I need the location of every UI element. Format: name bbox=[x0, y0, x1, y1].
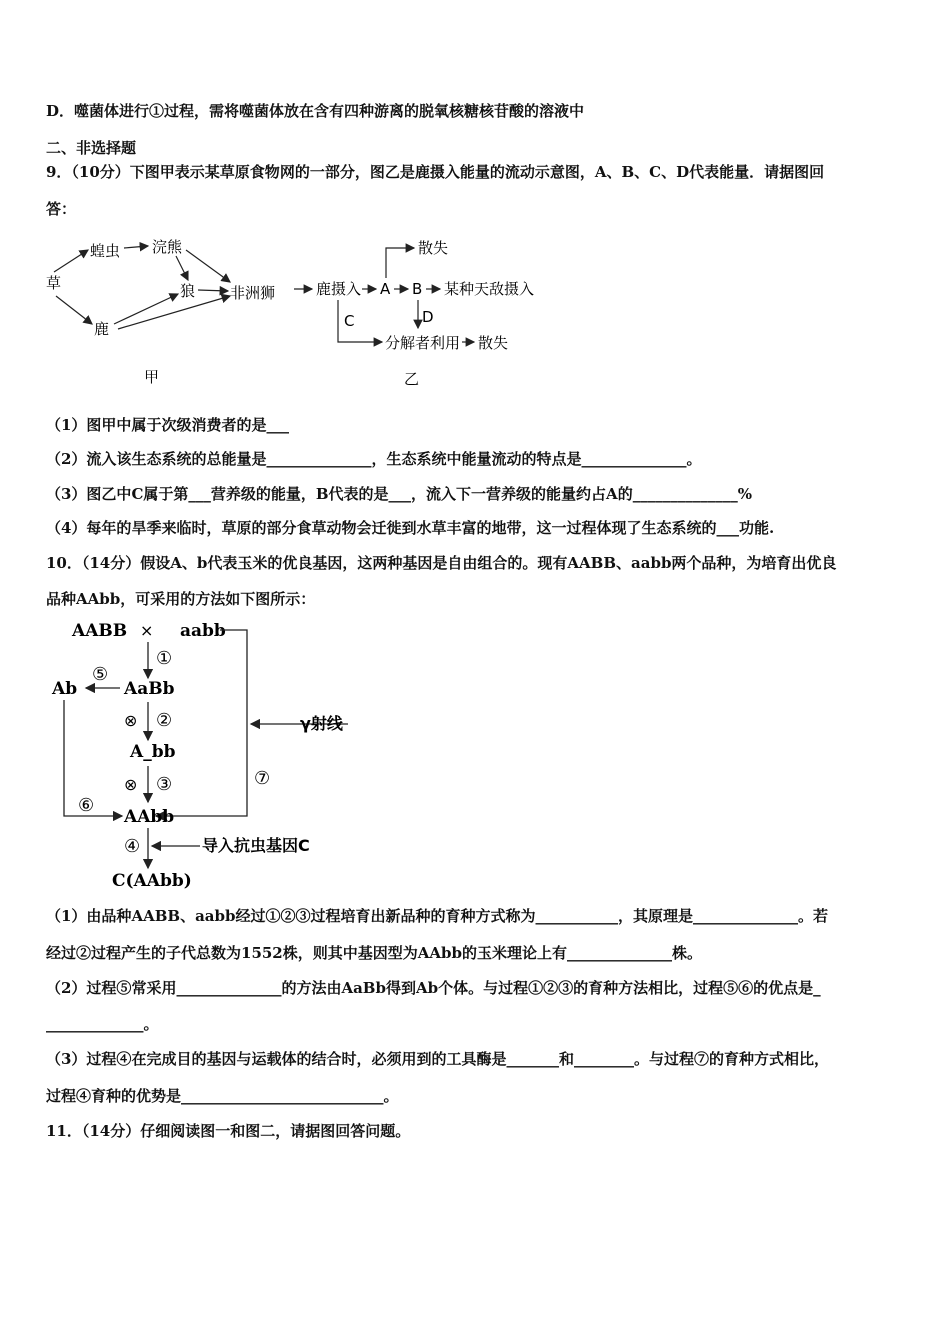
ef-loss-top: 散失 bbox=[418, 239, 449, 257]
br-step2: ② bbox=[156, 710, 173, 731]
q10-stem-2: 品种AAbb，可采用的方法如下图所示： bbox=[46, 590, 316, 608]
br-p2: aabb bbox=[180, 621, 226, 641]
br-selfing-2: ⊗ bbox=[124, 711, 138, 730]
ef-d: D bbox=[422, 308, 434, 326]
q9-2: （2）流入该生态系统的总能量是______________，生态系统中能量流动的特点是______________。 bbox=[46, 450, 702, 468]
fw-bear: 浣熊 bbox=[152, 238, 183, 256]
fw-arrow-grass-locust bbox=[54, 250, 88, 272]
q10-2b: _____________。 bbox=[46, 1015, 159, 1033]
q9-3: （3）图乙中C属于第___营养级的能量，B代表的是___，流入下一营养级的能量约占A的______________% bbox=[46, 485, 752, 503]
fw-arrow-deer-lion bbox=[118, 296, 230, 329]
br-step7: ⑦ bbox=[254, 768, 271, 789]
br-import-gene: 导入抗虫基因C bbox=[202, 836, 310, 855]
q10-2a: （2）过程⑤常采用______________的方法由AaBb得到Ab个体。与过程①②③的育种方法相比，过程⑤⑥的优点是_ bbox=[46, 979, 821, 997]
ef-predator: 某种天敌摄入 bbox=[444, 280, 535, 298]
option-d: D．噬菌体进行①过程，需将噬菌体放在含有四种游离的脱氧核糖核苷酸的溶液中 bbox=[46, 102, 585, 120]
br-step6: ⑥ bbox=[78, 795, 95, 816]
br-aabb-f1: AaBb bbox=[124, 679, 175, 699]
br-aabb-target: AAbb bbox=[124, 807, 175, 827]
fw-arrow-bear-wolf bbox=[176, 256, 188, 280]
br-c-aabb: C(AAbb) bbox=[112, 871, 192, 891]
q10-stem-1: 10．（14分）假设A、b代表玉米的优良基因，这两种基因是自由组合的。现有AABB、aabb两个品种，为培育出优良 bbox=[46, 554, 837, 572]
section-heading: 二、非选择题 bbox=[46, 139, 137, 157]
fw-lion: 非洲狮 bbox=[230, 284, 276, 302]
br-ab: Ab bbox=[52, 679, 78, 699]
ef-intake: 鹿摄入 bbox=[316, 280, 362, 298]
q9-stem-2: 答： bbox=[46, 200, 77, 218]
energy-flow-diagram bbox=[290, 232, 540, 392]
ef-caption: 乙 bbox=[404, 370, 420, 388]
br-step1: ① bbox=[156, 648, 173, 669]
fw-grass: 草 bbox=[46, 274, 62, 292]
q10-3b: 过程④育种的优势是___________________________。 bbox=[46, 1087, 399, 1105]
br-p1: AABB bbox=[72, 621, 128, 641]
fw-locust: 蝗虫 bbox=[90, 242, 121, 260]
br-a-bb: A_bb bbox=[130, 742, 176, 762]
br-gamma: γ射线 bbox=[300, 714, 343, 733]
q10-1a: （1）由品种AABB、aabb经过①②③过程培育出新品种的育种方式称为___________，其原理是______________。若 bbox=[46, 907, 828, 925]
br-cross: × bbox=[140, 621, 154, 640]
fw-deer: 鹿 bbox=[94, 320, 110, 338]
fw-arrow-grass-deer bbox=[56, 296, 92, 324]
q10-3a: （3）过程④在完成目的基因与运载体的结合时，必须用到的工具酶是_______和________。与过程⑦的育种方式相比， bbox=[46, 1050, 829, 1068]
q9-stem-1: 9．（10分）下图甲表示某草原食物网的一部分，图乙是鹿摄入能量的流动示意图，A、B、C、D代表能量．请据图回 bbox=[46, 163, 825, 181]
br-selfing-3: ⊗ bbox=[124, 775, 138, 794]
q10-1b: 经过②过程产生的子代总数为1552株，则其中基因型为AAbb的玉米理论上有______________株。 bbox=[46, 944, 703, 962]
q9-4: （4）每年的旱季来临时，草原的部分食草动物会迁徙到水草丰富的地带，这一过程体现了生态系统的___功能. bbox=[46, 519, 775, 537]
q9-1: （1）图甲中属于次级消费者的是___ bbox=[46, 416, 289, 434]
br-step3: ③ bbox=[156, 774, 173, 795]
fw-caption: 甲 bbox=[144, 368, 160, 386]
fw-arrow-wolf-lion bbox=[198, 290, 228, 291]
ef-loss-bottom: 散失 bbox=[478, 334, 509, 352]
br-step5: ⑤ bbox=[92, 664, 109, 685]
fw-wolf: 狼 bbox=[180, 282, 196, 300]
q11-stem: 11．（14分）仔细阅读图一和图二，请据图回答问题。 bbox=[46, 1122, 411, 1140]
ef-b: B bbox=[412, 280, 423, 298]
ef-c: C bbox=[344, 312, 355, 330]
fw-arrow-locust-bear bbox=[124, 246, 148, 248]
ef-decomposer: 分解者利用 bbox=[385, 334, 461, 352]
food-web-diagram bbox=[40, 232, 300, 392]
fw-arrow-deer-wolf bbox=[114, 294, 178, 324]
ef-a: A bbox=[380, 280, 391, 298]
ef-arrow-a-loss bbox=[386, 248, 414, 278]
fw-arrow-bear-lion bbox=[186, 250, 230, 282]
breeding-diagram bbox=[44, 616, 364, 896]
br-step4: ④ bbox=[124, 836, 141, 857]
